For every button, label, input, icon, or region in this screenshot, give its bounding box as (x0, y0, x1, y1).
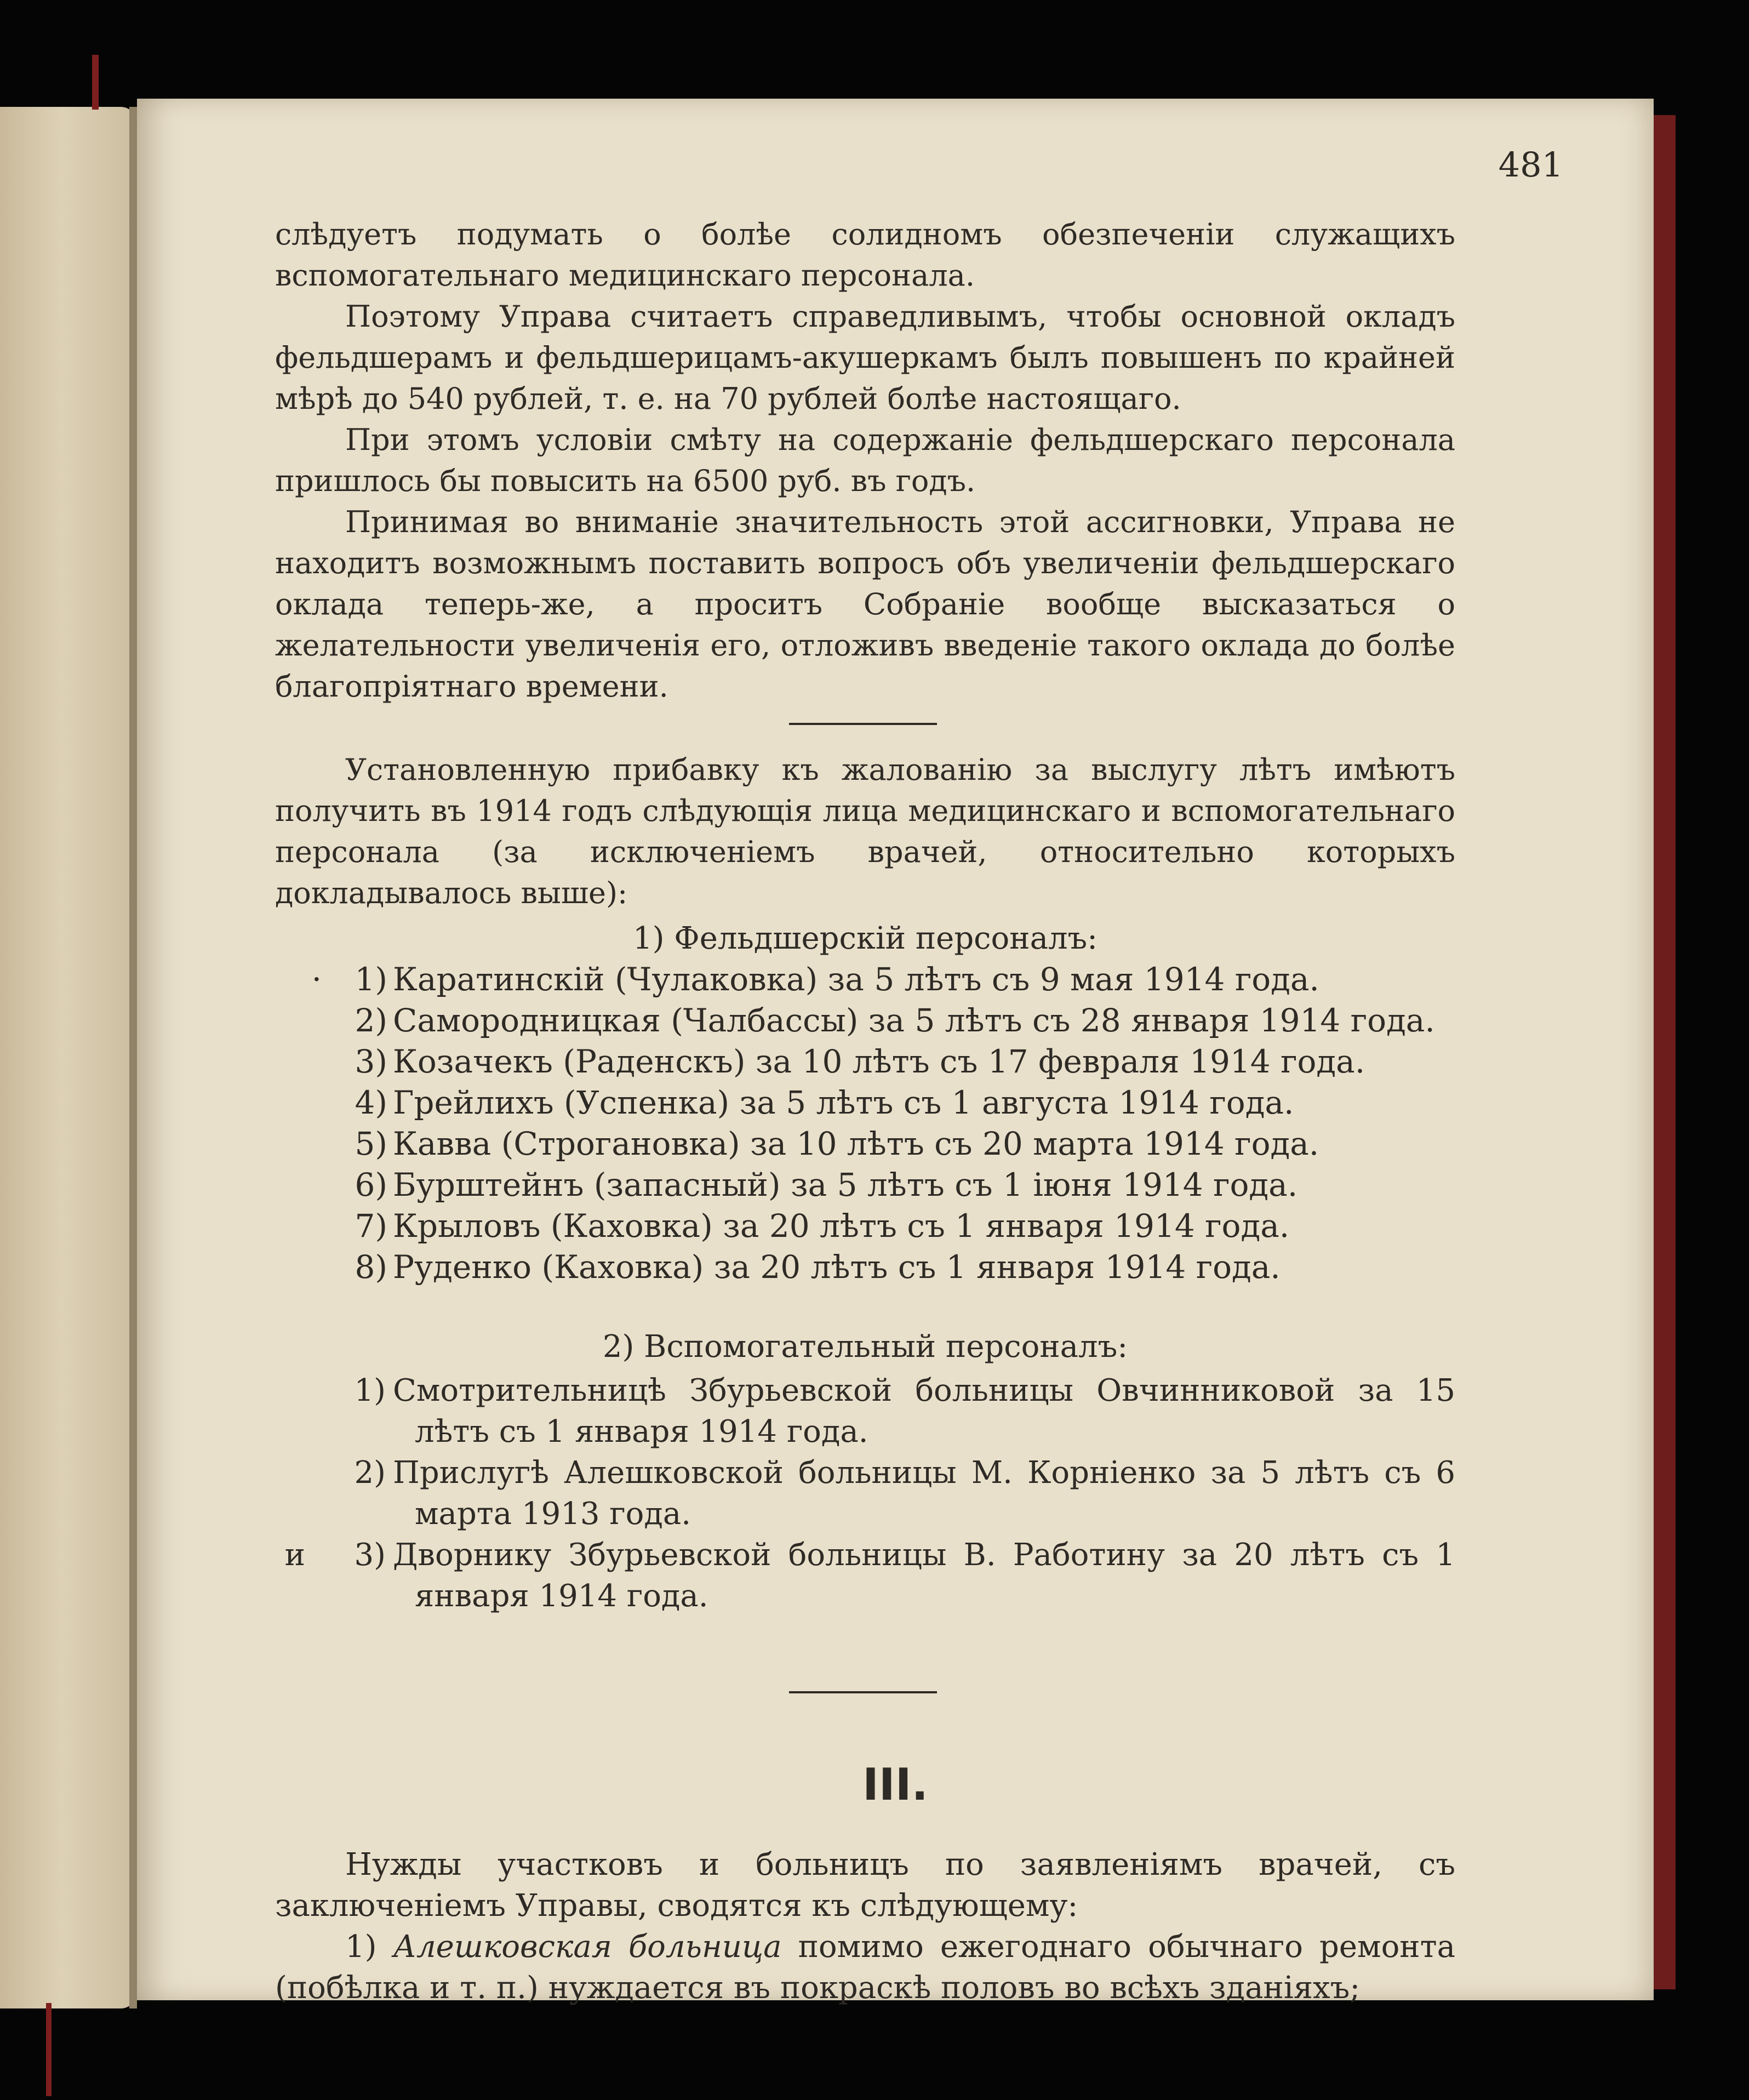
document-page (137, 99, 1654, 2006)
paragraph-3: При этомъ условіи смѣту на содержаніе фельдшерскаго персонала пришлось бы повысить на 6500 руб. въ годъ. (275, 423, 1455, 498)
list-item: 5) Кавва (Строгановка) за 10 лѣтъ съ 20 марта 1914 года. (355, 1125, 1319, 1162)
list-item: 1) Смотрительницѣ Збурьевской больницы Овчинниковой за 15 лѣтъ съ 1 января 1914 года. (354, 1373, 1455, 1450)
bookmark-ribbon-bottom (46, 2003, 52, 2096)
section-2-title: 2) Вспомогательный персоналъ: (602, 1329, 1128, 1365)
list-item: 7) Крыловъ (Каховка) за 20 лѣтъ съ 1 января 1914 года. (355, 1207, 1290, 1245)
list-item: и 3) Дворнику Збурьевской больницы В. Работину за 20 лѣтъ съ 1 января 1914 года. (284, 1537, 1455, 1614)
bookmark-ribbon-top (92, 55, 99, 110)
section-heading-roman: III. (862, 1759, 928, 1810)
left-page-edge (0, 107, 137, 2008)
book-cover-edge (1654, 115, 1676, 1989)
section-1-title: 1) Фельдшерскій персоналъ: (632, 921, 1098, 956)
paragraph-1: слѣдуетъ подумать о болѣе солидномъ обезпеченіи служащихъ вспомогательнаго медицинскаго персонала. (275, 217, 1455, 293)
paragraph-4: Принимая во вниманіе значительность этой ассигновки, Управа не находитъ возможнымъ поставить вопросъ объ увеличеніи фельдшерскаго оклада теперь-же, а проситъ Собраніе вообще высказаться о желательности увеличенія его, отложивъ введеніе такого оклада до болѣе благопріятнаго времени. (275, 505, 1455, 704)
book-gutter (129, 107, 137, 2008)
paragraph-5: Установленную прибавку къ жалованію за выслугу лѣтъ имѣютъ получить въ 1914 годъ слѣдующія лица медицинскаго и вспомогательнаго персонала (за исключеніемъ врачей, относительно которыхъ докладывалось выше): (275, 752, 1455, 910)
paragraph-7: 1) Алешковская больница помимо ежегоднаго обычнаго ремонта (побѣлка и т. п.) нуждается въ покраскѣ половъ во всѣхъ зданіяхъ; (275, 1929, 1455, 2006)
list-item: 4) Грейлихъ (Успенка) за 5 лѣтъ съ 1 августа 1914 года. (355, 1084, 1294, 1121)
paragraph-2: Поэтому Управа считаетъ справедливымъ, чтобы основной окладъ фельдшерамъ и фельдшерицамъ-акушеркамъ былъ повышенъ по крайней мѣрѣ до 540 рублей, т. е. на 70 рублей болѣе настоящаго. (275, 299, 1455, 416)
divider-rule-1 (789, 723, 937, 725)
list-item: 2) Прислугѣ Алешковской больницы М. Корніенко за 5 лѣтъ съ 6 марта 1913 года. (354, 1455, 1455, 1532)
page-number: 481 (1498, 145, 1563, 185)
list-item: · 1) Каратинскій (Чулаковка) за 5 лѣтъ съ 9 мая 1914 года. (311, 961, 1319, 998)
list-item: 2) Самородницкая (Чалбассы) за 5 лѣтъ съ 28 января 1914 года. (355, 1002, 1435, 1039)
page-content (137, 99, 1654, 2006)
list-item: 6) Бурштейнъ (запасный) за 5 лѣтъ съ 1 іюня 1914 года. (355, 1166, 1298, 1203)
hospital-name: Алешковская больница (393, 1929, 782, 1965)
list-item: 8) Руденко (Каховка) за 20 лѣтъ съ 1 января 1914 года. (355, 1248, 1281, 1286)
divider-rule-2 (789, 1691, 937, 1693)
list-item: 3) Козачекъ (Раденскъ) за 10 лѣтъ съ 17 февраля 1914 года. (355, 1043, 1365, 1080)
paragraph-6: Нужды участковъ и больницъ по заявленіямъ врачей, съ заключеніемъ Управы, сводятся къ слѣдующему: (275, 1847, 1455, 1924)
